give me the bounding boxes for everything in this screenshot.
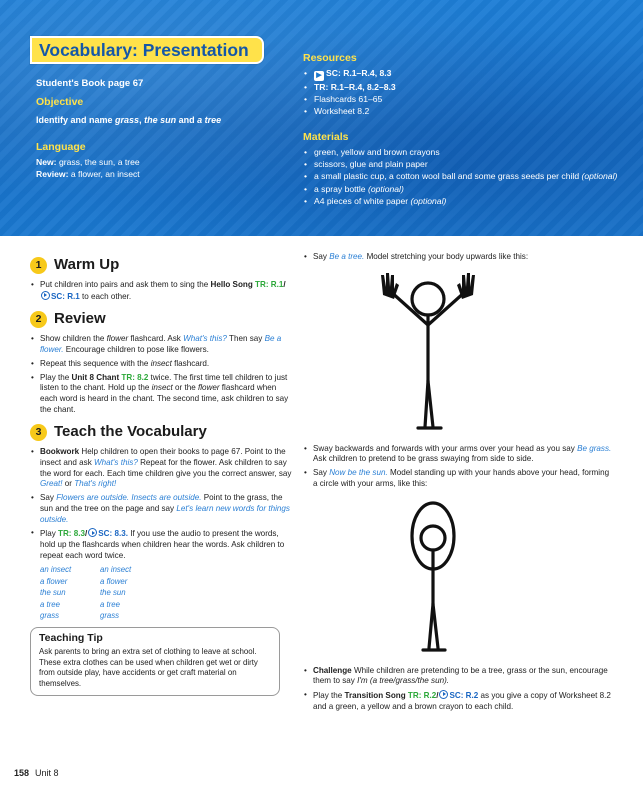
objective-heading: Objective [36, 96, 84, 108]
section-number: 2 [30, 311, 47, 328]
grass-sun-list [303, 444, 615, 490]
language-new: New: grass, the sun, a tree [36, 157, 140, 167]
review-heading [30, 308, 292, 330]
tree-list [303, 252, 615, 263]
sun-pose-illustration [403, 496, 463, 656]
list-item: • Play TR: 8.3/ SC: 8.3. If you use the audio to present the words, hold up the flashcards when children hear the words. Ask children to repeat each word twice. [30, 528, 292, 561]
teaching-tip-box [30, 627, 280, 696]
material-item: • a spray bottle (optional) [303, 183, 623, 195]
header-banner [0, 0, 643, 236]
word: grass [40, 610, 60, 620]
page-number: 158 [14, 768, 30, 778]
word: a flower [40, 576, 68, 586]
resource-item: • Worksheet 8.2 [303, 105, 623, 117]
word: a tree [40, 599, 60, 609]
material-item: • green, yellow and brown crayons [303, 146, 623, 158]
page-title-box [30, 36, 264, 64]
material-item: • scissors, glue and plain paper [303, 158, 623, 170]
list-item: • Say Now be the sun. Model standing up with your hands above your head, forming a circle with your arms, like this: [303, 468, 615, 489]
word: a tree [100, 599, 120, 609]
material-item: • A4 pieces of white paper (optional) [303, 195, 623, 207]
teaching-tip-text: Ask parents to bring an extra set of clothing to leave at school. These extra clothes can be used when children get wet or dirty from outside play, have accidents or get craft material on themselves. [39, 647, 258, 688]
teaching-tip-title: Teaching Tip [39, 632, 103, 645]
list-item: • Repeat this sequence with the insect flashcard. [30, 359, 292, 370]
materials-heading: Materials [303, 131, 349, 143]
objective-text: Identify and name grass, the sun and a tree [36, 115, 222, 125]
word: a flower [100, 576, 128, 586]
section-number: 1 [30, 257, 47, 274]
resources-list [303, 67, 623, 118]
resources-heading: Resources [303, 52, 357, 64]
right-column [303, 252, 615, 715]
word: the sun [40, 588, 66, 598]
resource-item: • TR: R.1–R.4, 8.2–8.3 [303, 81, 623, 93]
teach-list [30, 447, 292, 561]
section-number: 3 [30, 424, 47, 441]
resource-item: • Flashcards 61–65 [303, 93, 623, 105]
warm-up-heading [30, 254, 292, 276]
left-column [30, 252, 292, 696]
list-item: • Show children the flower flashcard. Ask What's this? Then say Be a flower. Encourage children to pose like flowers. [30, 334, 292, 355]
students-book-page: Student's Book page 67 [36, 78, 144, 89]
unit-label: Unit 8 [35, 768, 59, 778]
sc-play-icon [88, 528, 97, 537]
language-heading: Language [36, 141, 86, 153]
language-review: Review: a flower, an insect [36, 169, 140, 179]
sc-play-icon [439, 690, 448, 699]
list-item: • Sway backwards and forwards with your arms over your head as you say Be grass. Ask children to pretend to be grass swaying from side to side. [303, 444, 615, 465]
word: grass [100, 610, 120, 620]
list-item: • Put children into pairs and ask them to sing the Hello Song TR: R.1/SC: R.1 to each other. [30, 280, 292, 302]
list-item: • Say Be a tree. Model stretching your body upwards like this: [303, 252, 615, 263]
list-item: • Play the Transition Song TR: R.2/ SC: R.2 as you give a copy of Worksheet 8.2 and a green, a yellow and a brown crayon to each child. [303, 690, 615, 712]
tree-pose-illustration [353, 269, 503, 434]
page-title: Vocabulary: Presentation [39, 40, 249, 60]
challenge-list [303, 666, 615, 713]
list-item: • Say Flowers are outside. Insects are outside. Point to the grass, the sun and the tree on the page and say Let's learn new words for things outside. [30, 493, 292, 525]
sc-play-icon [41, 291, 50, 300]
material-item: • a small plastic cup, a cotton wool ball and some grass seeds per child (optional) [303, 170, 623, 182]
resource-item: • ▶ SC: R.1–R.4, 8.3 [303, 67, 623, 81]
word: the sun [100, 588, 126, 598]
page-footer [14, 768, 59, 778]
warm-up-list [30, 280, 292, 302]
teach-heading [30, 421, 292, 443]
vocabulary-word-list [40, 564, 292, 621]
review-list [30, 334, 292, 415]
word: an insect [100, 565, 132, 575]
materials-list [303, 146, 623, 207]
word: an insect [40, 565, 72, 575]
section-title: Teach the Vocabulary [54, 422, 207, 440]
play-icon: ▶ [314, 71, 324, 81]
list-item: • Play the Unit 8 Chant TR: 8.2 twice. The first time tell children to just listen to the chant. Hold up the insect or the flower flashcard when each word is heard in the chant. The second time, ask children to say the chant. [30, 373, 292, 416]
section-title: Warm Up [54, 255, 120, 273]
section-title: Review [54, 310, 106, 328]
list-item: • Challenge While children are pretending to be a tree, grass or the sun, encourage them to say I'm (a tree/grass/the sun). [303, 666, 615, 687]
list-item: • Bookwork Help children to open their books to page 67. Point to the insect and ask What's this? Repeat for the flower. Ask children to say the word for each. Each time children give you the correct answer, say Great! or That's right! [30, 447, 292, 490]
